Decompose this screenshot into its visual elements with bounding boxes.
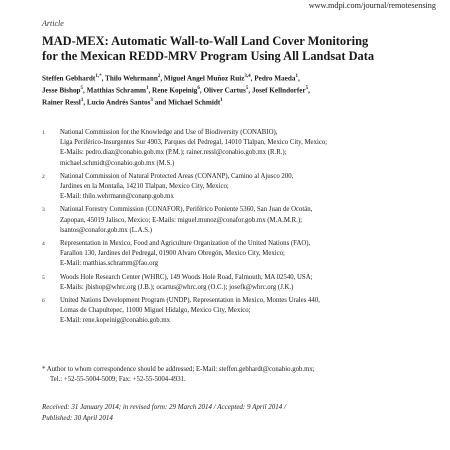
- author-name: Rene Kopeinig: [152, 86, 198, 95]
- affiliation-line: United Nations Development Program (UNDP), Representation in Mexico, Montes Urales 440,: [60, 297, 320, 305]
- affiliation-item: [42, 273, 442, 293]
- author-separator: ,: [250, 74, 255, 83]
- affiliation-item: [42, 128, 442, 169]
- author-name: Steffen Gebhardt: [42, 74, 96, 83]
- author-name: Matthias Schramm: [86, 86, 146, 95]
- affiliation-line: Farallon 130, Jardines del Pedregal, 01900 Alvaro Obregón, Mexico City, Mexico;: [60, 250, 285, 258]
- dates-line-1: Received: 31 January 2014; in revised form: 29 March 2014 / Accepted: 9 April 2014 /: [42, 403, 286, 411]
- affiliation-line: National Commission for the Knowledge and Use of Biodiversity (CONABIO),: [60, 129, 278, 136]
- affiliation-line: National Commission of Natural Protected Areas (CONANP), Camino al Ajusco 200,: [60, 172, 294, 180]
- affiliation-item: [42, 239, 442, 270]
- author-separator: ,: [148, 86, 153, 95]
- author-separator: and: [152, 97, 169, 106]
- affiliation-number: 1: [42, 130, 45, 136]
- correspondence-line-2: Tel.: +52-55-5004-5009; Fax: +52-55-5004-4931.: [50, 376, 186, 384]
- author-name: Miguel Angel Muñoz Ruiz: [163, 74, 245, 83]
- author-separator: ,: [297, 74, 300, 83]
- author-separator: ,: [83, 86, 87, 95]
- author-affiliation-mark: 3,4: [244, 74, 251, 79]
- article-type-label: Article: [42, 19, 64, 28]
- affiliation-number: 3: [42, 207, 45, 214]
- publication-dates: [42, 402, 442, 424]
- affiliation-line: Representation in Mexico, Food and Agriculture Organization of the United Nations (FAO),: [60, 240, 311, 248]
- author-affiliation-mark: 1: [80, 97, 84, 103]
- author-separator: ,: [160, 74, 164, 83]
- affiliation-line: Liga Periférico-Insurgentes Sur 4903, Parques del Pedregal, 14010 Tlalpan, Mexico City, Mexico;: [60, 139, 328, 147]
- author-separator: ,: [248, 86, 252, 95]
- affiliation-line: Jardines en la Montaña, 14210 Tlalpan, Mexico City, Mexico;: [60, 183, 229, 191]
- author-affiliation-mark: 1: [295, 74, 298, 79]
- correspondence-line-1: * Author to whom correspondence should be addressed; E-Mail: steffen.gebhardt@conabio.gob.mx;: [42, 366, 315, 373]
- author-name: Pedro Maeda: [254, 74, 296, 83]
- title-line-1: MAD-MEX: Automatic Wall-to-Wall Land Cover Monitoring: [42, 34, 369, 48]
- journal-url[interactable]: www.mdpi.com/journal/remotesensing: [308, 1, 436, 10]
- author-affiliation-mark: 5: [305, 85, 309, 91]
- affiliation-line: Zapopan, 45019 Jalisco, Mexico; E-Mails: miguel.munoz@conafor.gob.mx (M.A.M.R.);: [60, 216, 303, 224]
- affiliation-line: E-Mail: thilo.wehrmann@conanp.gob.mx: [60, 193, 174, 201]
- author-affiliation-mark: 1: [145, 85, 149, 91]
- author-affiliation-mark: 6: [197, 85, 200, 91]
- author-separator: ,: [101, 74, 106, 83]
- author-separator: ,: [199, 86, 204, 95]
- affiliation-item: [42, 172, 442, 203]
- affiliation-number: 4: [42, 241, 45, 248]
- affiliation-item: [42, 205, 442, 236]
- affiliation-list: [42, 128, 442, 330]
- correspondence-note: [42, 365, 442, 385]
- author-affiliation-mark: 5: [80, 85, 84, 91]
- affiliation-line: National Forestry Commission (CONAFOR), Periférico Poniente 5360, San Juan de Ocotán,: [60, 206, 313, 214]
- affiliation-number: 5: [42, 274, 45, 281]
- affiliation-line: E-Mails: pedro.diaz@conabio.gob.mx (P.M.); rainer.ressl@conabio.gob.mx (R.R.);: [60, 149, 287, 157]
- author-name: Josef Kellndorfer: [251, 86, 306, 95]
- affiliation-line: Lomas de Chapultepec, 11000 Miguel Hidalgo, Mexico City, Mexico;: [60, 307, 251, 315]
- author-separator: ,: [308, 86, 310, 95]
- title-line-2: for the Mexican REDD-MRV Program Using All Landsat Data: [42, 49, 375, 63]
- author-name: Lucio Andrés Santos: [86, 97, 151, 106]
- author-separator: ,: [83, 97, 87, 106]
- author-affiliation-mark: 2: [157, 74, 161, 79]
- author-name: Oliver Cartus: [203, 86, 246, 95]
- author-name: Thilo Wehrmann: [105, 74, 158, 83]
- author-affiliation-mark: 1,*: [95, 74, 102, 79]
- affiliation-item: [42, 296, 442, 327]
- author-name: Jesse Bishop: [42, 86, 81, 95]
- author-affiliation-mark: 3: [150, 97, 153, 103]
- dates-line-2: Published: 30 April 2014: [42, 414, 113, 422]
- affiliation-line: michael.schmidt@conabio.gob.mx (M.S.): [60, 159, 175, 167]
- paper-title: [42, 34, 442, 64]
- author-name: Michael Schmidt: [168, 97, 221, 106]
- author-affiliation-mark: 1: [220, 97, 223, 103]
- affiliation-number: 2: [42, 173, 45, 180]
- author-affiliation-mark: 5: [245, 85, 249, 91]
- affiliation-line: E-Mail: matthias.schramm@fao.org: [60, 260, 159, 268]
- affiliation-line: lsantos@conafor.gob.mx (L.A.S.): [60, 226, 152, 234]
- affiliation-number: 6: [42, 298, 45, 305]
- affiliation-line: Woods Hole Research Center (WHRC), 149 Woods Hole Road, Falmouth, MA 02540, USA;: [60, 273, 313, 281]
- author-list: [42, 72, 437, 107]
- author-name: Rainer Ressl: [42, 97, 81, 106]
- affiliation-line: E-Mails: jbishop@whrc.org (J.B.); ocartus@whrc.org (O.C.); josefk@whrc.org (J.K.): [60, 283, 294, 291]
- affiliation-line: E-Mail: rene.kopeinig@conabio.gob.mx: [60, 317, 171, 325]
